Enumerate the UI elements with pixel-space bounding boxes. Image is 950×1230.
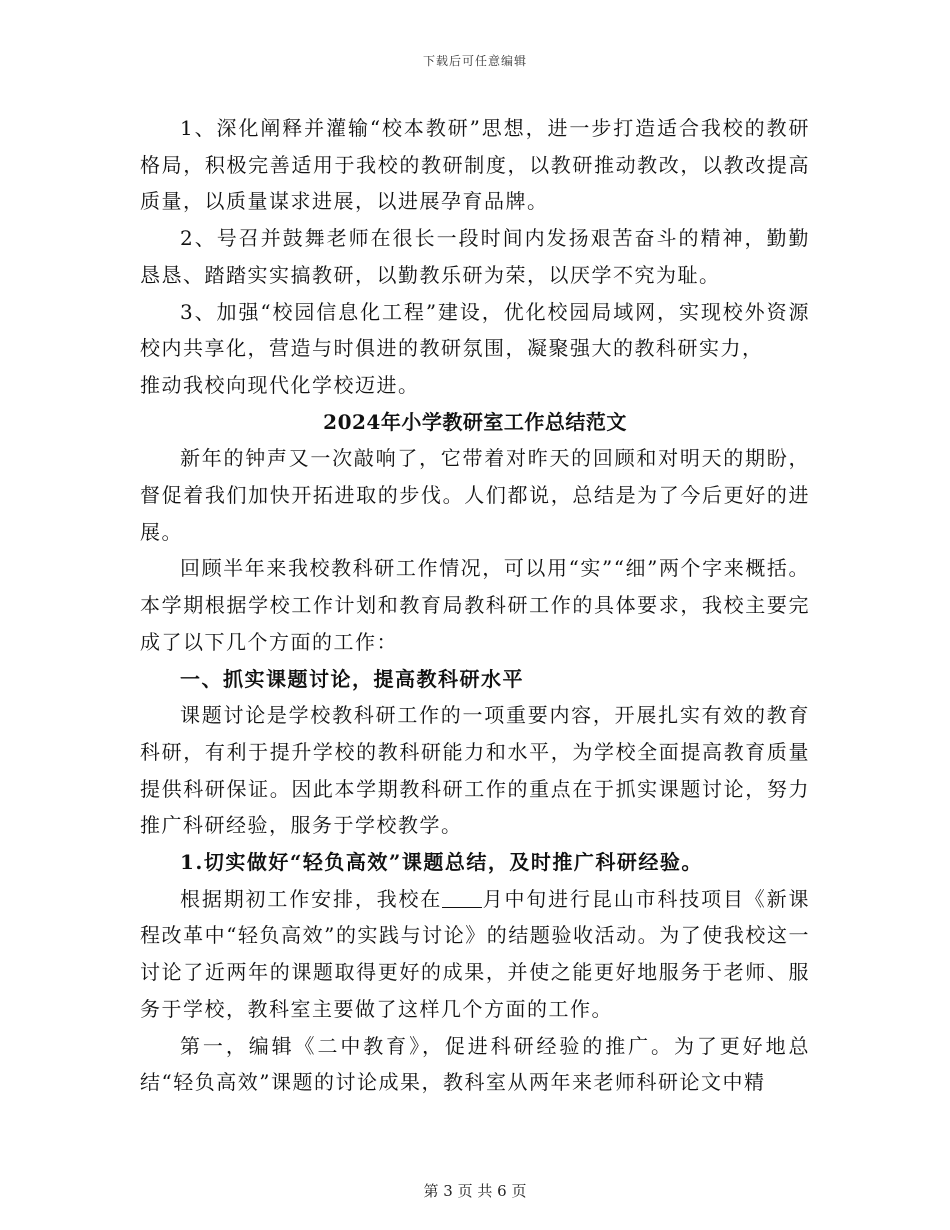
section-heading-1: 一、抓实课题讨论，提高教科研水平 [180,666,524,691]
paragraph-1: 1、深化阐释并灌输“校本教研”思想，进一步打造适合我校的教研格局，积极完善适用于我校的教研制度，以教研推动教改，以教改提高质量，以质量谋求进展，以进展孕育品牌。 [140,116,810,214]
paragraph-3: 3、加强“校园信息化工程”建设，优化校园局域网，实现校外资源校内共享化，营造与时俱进的教研氛围，凝聚强大的教科研实力， [140,299,810,361]
subsection-1-text-a: 根据期初工作安排，我校在 [180,886,443,911]
fill-in-blank [442,889,482,908]
page-header: 下载后可任意编辑 [422,54,527,68]
paragraph-3-tail: 推动我校向现代化学校迈进。 [140,372,420,397]
document-body [140,110,810,1101]
document-title: 2024年小学教研室工作总结范文 [323,409,627,434]
first-point-paragraph: 第一，编辑《二中教育》，促进科研经验的推广。为了更好地总结“轻负高效”课题的讨论成果，教科室从两年来老师科研论文中精 [140,1033,810,1095]
intro-paragraph-1: 新年的钟声又一次敲响了，它带着对昨天的回顾和对明天的期盼，督促着我们加快开拓进取的步伐。人们都说，总结是为了今后更好的进展。 [140,446,810,544]
section-1-paragraph: 课题讨论是学校教科研工作的一项重要内容，开展扎实有效的教育科研，有利于提升学校的教科研能力和水平，为学校全面提高教育质量提供科研保证。因此本学期教科研工作的重点在于抓实课题讨论，努力推广科研经验，服务于学校教学。 [140,703,810,838]
subsection-1-paragraph [140,881,810,1028]
subsection-1-text-b: 月中旬进行昆山市科技项目《新课程改革中“轻负高效”的实践与讨论》的结题验收活动。为了使我校这一讨论了近两年的课题取得更好的成果，并使之能更好地服务于老师、服务于学校，教科室主要做了这样几个方面的工作。 [140,886,811,1021]
page-footer: 第 3 页 共 6 页 [423,1182,527,1200]
subsection-heading-1: 1.切实做好“轻负高效”课题总结，及时推广科研经验。 [180,850,703,875]
paragraph-2: 2、号召并鼓舞老师在很长一段时间内发扬艰苦奋斗的精神，勤勤恳恳、踏踏实实搞教研，以勤教乐研为荣，以厌学不究为耻。 [140,226,810,287]
intro-paragraph-2: 回顾半年来我校教科研工作情况，可以用“实”“细”两个字来概括。本学期根据学校工作计划和教育局教科研工作的具体要求，我校主要完成了以下几个方面的工作： [140,556,810,654]
